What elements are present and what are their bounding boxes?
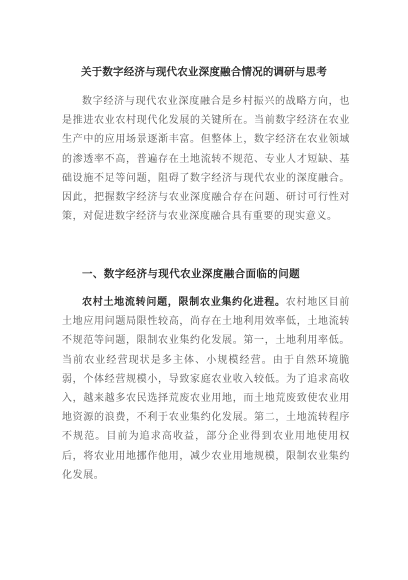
paragraph-lead-sentence: 农村土地流转问题，限制农业集约化进程。 bbox=[82, 297, 286, 308]
body-paragraph bbox=[62, 293, 350, 485]
intro-paragraph: 数字经济与现代农业深度融合是乡村振兴的战略方向，也是推进农业农村现代化发展的关键所在。当前数字经济在农业生产中的应用场景逐渐丰富。但整体上，数字经济在农业领域的渗透率不高，普遍存在土地流转不规范、专业人才短缺、基础设施不足等问题，阻碍了数字经济与现代农业的深度融合。因此，把握数字经济与农业深度融合存在问题、研讨可行性对策，对促进数字经济与农业深度融合具有重要的现实意义。 bbox=[62, 96, 350, 223]
document-title: 关于数字经济与现代农业深度融合情况的调研与思考 bbox=[80, 66, 328, 78]
paragraph-body-text: 农村地区目前土地应用问题局限性较高，尚存在土地利用效率低，土地流转不规范等问题，限制农业集约化发展。第一，土地利用率低。当前农业经营现状是多主体、小规模经营。由于自然环境脆弱，个体经营规模小，导致家庭农业收入较低。为了追求高收入，越来越多农民选择荒废农业用地，而土地荒废致使农业用地资源的浪费，不利于农业集约化发展。第二，土地流转程序不规范。目前为追求高收益，部分企业得到农业用地使用权后，将农业用地挪作他用，减少农业用地规模，限制农业集约化发展。 bbox=[62, 297, 350, 481]
section-heading: 一、数字经济与现代农业深度融合面临的问题 bbox=[82, 268, 300, 280]
